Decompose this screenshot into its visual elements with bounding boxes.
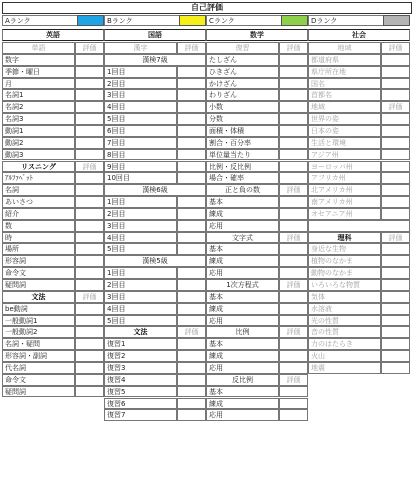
rating-cell[interactable]: 評価	[75, 42, 104, 54]
rating-cell[interactable]	[381, 208, 410, 220]
rating-cell[interactable]: 評価	[279, 326, 308, 338]
math-section-title: 反比例	[206, 374, 279, 386]
rating-cell[interactable]	[279, 255, 308, 267]
math-item: 練成	[206, 398, 279, 410]
science-item: いろいろな物質	[308, 279, 381, 291]
rating-cell[interactable]: 評価	[279, 374, 308, 386]
rating-cell[interactable]	[279, 66, 308, 78]
rating-cell[interactable]	[75, 89, 104, 101]
kokugo-item: 1回目	[104, 196, 177, 208]
rating-cell[interactable]	[177, 220, 206, 232]
math-item: ひきざん	[206, 66, 279, 78]
rating-cell[interactable]	[177, 409, 206, 421]
math-item: 応用	[206, 409, 279, 421]
english-section-title: リスニング	[2, 161, 75, 173]
social-item: ヨーロッパ州	[308, 161, 381, 173]
kokugo-item: 1回目	[104, 66, 177, 78]
english-item: 動詞1	[2, 125, 75, 137]
science-item: 力のはたらき	[308, 338, 381, 350]
rating-cell[interactable]	[75, 243, 104, 255]
kokugo-item: 3回目	[104, 89, 177, 101]
social-item: 都道府県	[308, 54, 381, 66]
rating-cell[interactable]	[75, 78, 104, 90]
rating-cell[interactable]	[75, 220, 104, 232]
rating-cell[interactable]	[177, 208, 206, 220]
math-item: 応用	[206, 315, 279, 327]
rating-cell[interactable]: 評価	[381, 232, 410, 244]
english-item: 名詞1	[2, 89, 75, 101]
english-item: 一般動詞1	[2, 315, 75, 327]
rating-cell[interactable]	[177, 149, 206, 161]
science-item: 植物のなかま	[308, 255, 381, 267]
rating-cell[interactable]	[177, 338, 206, 350]
rating-cell[interactable]	[75, 125, 104, 137]
science-item: 地震	[308, 362, 381, 374]
math-item: たしざん	[206, 54, 279, 66]
kokugo-item: 復習2	[104, 350, 177, 362]
rating-cell[interactable]	[381, 78, 410, 90]
legend-label: Dランク	[311, 17, 338, 25]
math-item: 基本	[206, 386, 279, 398]
subject-header-math: 数学	[206, 29, 308, 41]
rating-cell[interactable]	[381, 149, 410, 161]
rating-cell[interactable]	[279, 291, 308, 303]
english-item: 代名詞	[2, 362, 75, 374]
rating-cell[interactable]	[75, 386, 104, 398]
rating-cell[interactable]	[381, 338, 410, 350]
english-item: 名詞・疑問	[2, 338, 75, 350]
math-item: 基本	[206, 243, 279, 255]
rating-cell[interactable]	[279, 89, 308, 101]
kokugo-item: 10回目	[104, 172, 177, 184]
kokugo-item: 6回目	[104, 125, 177, 137]
rating-cell[interactable]	[279, 315, 308, 327]
rating-cell[interactable]	[177, 386, 206, 398]
math-item: 分数	[206, 113, 279, 125]
rating-cell[interactable]	[75, 113, 104, 125]
rating-cell[interactable]	[279, 113, 308, 125]
rating-cell[interactable]	[279, 303, 308, 315]
social-item: 首都名	[308, 89, 381, 101]
english-item: 季節・曜日	[2, 66, 75, 78]
rating-cell[interactable]	[279, 350, 308, 362]
rating-cell[interactable]	[177, 398, 206, 410]
kokugo-section-title: 漢検5級	[104, 255, 206, 267]
rating-cell[interactable]	[177, 267, 206, 279]
english-item: 数字	[2, 54, 75, 66]
math-item: かけざん	[206, 78, 279, 90]
math-item: 割合・百分率	[206, 137, 279, 149]
kokugo-item: 2回目	[104, 78, 177, 90]
spacer-row	[308, 220, 410, 232]
science-item: 身近な生物	[308, 243, 381, 255]
kokugo-item: 復習6	[104, 398, 177, 410]
rating-cell[interactable]	[381, 291, 410, 303]
english-section-title: 文法	[2, 291, 75, 303]
kokugo-item: 9回目	[104, 161, 177, 173]
rating-cell[interactable]	[75, 208, 104, 220]
math-item: わりざん	[206, 89, 279, 101]
rating-cell[interactable]	[381, 89, 410, 101]
rating-cell[interactable]	[75, 137, 104, 149]
rating-cell[interactable]	[279, 362, 308, 374]
column-header-region: 地域	[308, 42, 381, 54]
rating-cell[interactable]	[75, 326, 104, 338]
social-item: 生活と環境	[308, 137, 381, 149]
rating-cell[interactable]	[177, 66, 206, 78]
english-item: 名詞2	[2, 101, 75, 113]
rating-cell[interactable]	[177, 137, 206, 149]
social-item: 県庁所在地	[308, 66, 381, 78]
kokugo-item: 復習1	[104, 338, 177, 350]
math-section-title: 正と負の数	[206, 184, 279, 196]
rating-cell[interactable]	[75, 279, 104, 291]
rating-cell[interactable]	[381, 243, 410, 255]
rating-cell[interactable]	[177, 362, 206, 374]
rating-cell[interactable]	[75, 374, 104, 386]
rating-cell[interactable]	[177, 113, 206, 125]
social-item: オセアニア州	[308, 208, 381, 220]
science-item: 光の性質	[308, 315, 381, 327]
rating-cell[interactable]	[75, 315, 104, 327]
math-section-title: 比例	[206, 326, 279, 338]
social-item: アフリカ州	[308, 172, 381, 184]
english-item: 動詞3	[2, 149, 75, 161]
kokugo-item: 5回目	[104, 113, 177, 125]
rating-cell[interactable]	[177, 78, 206, 90]
column-header-kanji: 漢字	[104, 42, 177, 54]
kokugo-item: 5回目	[104, 315, 177, 327]
english-item: 数	[2, 220, 75, 232]
math-item: 練成	[206, 303, 279, 315]
english-item: あいさつ	[2, 196, 75, 208]
subject-header-social: 社会	[308, 29, 410, 41]
science-item: 水溶液	[308, 303, 381, 315]
rating-cell[interactable]	[381, 303, 410, 315]
kokugo-item: 復習7	[104, 409, 177, 421]
rating-cell[interactable]	[381, 255, 410, 267]
legend-color-swatch	[383, 15, 410, 26]
science-item: 動物のなかま	[308, 267, 381, 279]
kokugo-item: 2回目	[104, 279, 177, 291]
rating-cell[interactable]	[381, 172, 410, 184]
rating-cell[interactable]	[177, 125, 206, 137]
rating-cell[interactable]	[177, 232, 206, 244]
rating-cell[interactable]	[279, 208, 308, 220]
english-item: 動詞2	[2, 137, 75, 149]
rating-cell[interactable]	[279, 137, 308, 149]
math-section-title: 文字式	[206, 232, 279, 244]
rating-cell[interactable]	[381, 267, 410, 279]
rating-cell[interactable]	[279, 409, 308, 421]
rating-cell[interactable]	[381, 326, 410, 338]
rating-cell[interactable]: 評価	[381, 42, 410, 54]
rating-cell[interactable]	[75, 267, 104, 279]
rating-cell[interactable]: 評価	[279, 232, 308, 244]
rating-cell[interactable]	[279, 125, 308, 137]
column-header-word: 単語	[2, 42, 75, 54]
rating-cell[interactable]	[279, 54, 308, 66]
rating-cell[interactable]	[279, 149, 308, 161]
social-item: 世界の姿	[308, 113, 381, 125]
rating-cell[interactable]	[75, 101, 104, 113]
rating-cell[interactable]	[279, 338, 308, 350]
rating-cell[interactable]	[381, 66, 410, 78]
rating-cell[interactable]	[381, 184, 410, 196]
math-item: 場合・確率	[206, 172, 279, 184]
kokugo-item: 4回目	[104, 303, 177, 315]
english-item: 時	[2, 232, 75, 244]
kokugo-item: 2回目	[104, 208, 177, 220]
rating-cell[interactable]	[279, 243, 308, 255]
math-item: 練成	[206, 208, 279, 220]
rating-cell[interactable]: 評価	[279, 42, 308, 54]
rating-cell[interactable]	[177, 303, 206, 315]
rating-cell[interactable]	[381, 362, 410, 374]
rating-cell[interactable]	[381, 279, 410, 291]
kokugo-item: 4回目	[104, 101, 177, 113]
social-item: アジア州	[308, 149, 381, 161]
subject-header-kokugo: 国語	[104, 29, 206, 41]
english-item: 紹介	[2, 208, 75, 220]
english-item: 命令文	[2, 267, 75, 279]
rating-cell[interactable]	[177, 374, 206, 386]
science-item: 音の性質	[308, 326, 381, 338]
rating-cell[interactable]	[75, 232, 104, 244]
math-item: 単位量当たり	[206, 149, 279, 161]
kokugo-item: 5回目	[104, 243, 177, 255]
social-item: 地域	[308, 101, 381, 113]
rating-cell[interactable]	[381, 113, 410, 125]
legend-color-swatch	[77, 15, 104, 26]
rating-cell[interactable]	[279, 386, 308, 398]
kokugo-item: 7回目	[104, 137, 177, 149]
rating-cell[interactable]	[75, 184, 104, 196]
math-item: 基本	[206, 291, 279, 303]
rating-cell[interactable]: 評価	[75, 161, 104, 173]
rating-cell[interactable]	[279, 161, 308, 173]
rating-cell[interactable]	[381, 161, 410, 173]
math-item: 応用	[206, 220, 279, 232]
science-item: 気体	[308, 291, 381, 303]
sheet-title: 自己評価	[2, 2, 412, 14]
legend-label: Cランク	[209, 17, 235, 25]
english-item: be動詞	[2, 303, 75, 315]
rating-cell[interactable]	[177, 350, 206, 362]
subject-header-science: 理科	[308, 232, 381, 244]
english-item: 場所	[2, 243, 75, 255]
english-item: 形容詞・副詞	[2, 350, 75, 362]
rating-cell[interactable]	[279, 196, 308, 208]
legend-label: Aランク	[5, 17, 31, 25]
math-item: 比例・反比例	[206, 161, 279, 173]
rating-cell[interactable]	[177, 172, 206, 184]
rating-cell[interactable]	[177, 291, 206, 303]
rating-cell[interactable]	[177, 101, 206, 113]
social-item: 北アメリカ州	[308, 184, 381, 196]
subject-header-english: 英語	[2, 29, 104, 41]
math-item: 基本	[206, 196, 279, 208]
rating-cell[interactable]	[75, 54, 104, 66]
english-item: 形容詞	[2, 255, 75, 267]
math-item: 練成	[206, 255, 279, 267]
kokugo-section-title: 漢検7級	[104, 54, 206, 66]
english-item: 名詞3	[2, 113, 75, 125]
rating-cell[interactable]	[177, 161, 206, 173]
kokugo-item: 復習3	[104, 362, 177, 374]
rating-cell[interactable]	[75, 149, 104, 161]
math-item: 応用	[206, 362, 279, 374]
rating-cell[interactable]: 評価	[279, 184, 308, 196]
science-item: 火山	[308, 350, 381, 362]
kokugo-item: 3回目	[104, 220, 177, 232]
math-item: 応用	[206, 267, 279, 279]
kokugo-section-title: 漢検6級	[104, 184, 206, 196]
english-item: ｱﾙﾌｧﾍﾞｯﾄ	[2, 172, 75, 184]
rating-cell[interactable]	[75, 172, 104, 184]
rating-cell[interactable]: 評価	[279, 279, 308, 291]
math-section-title: 1次方程式	[206, 279, 279, 291]
rating-cell[interactable]	[75, 338, 104, 350]
rating-cell[interactable]: 評価	[381, 101, 410, 113]
rating-cell[interactable]	[177, 196, 206, 208]
rating-cell[interactable]	[177, 243, 206, 255]
kokugo-item: 1回目	[104, 267, 177, 279]
rating-cell[interactable]	[75, 362, 104, 374]
legend-label: Bランク	[107, 17, 133, 25]
kokugo-item: 3回目	[104, 291, 177, 303]
kokugo-item: 復習4	[104, 374, 177, 386]
rating-cell[interactable]	[75, 303, 104, 315]
kokugo-item: 4回目	[104, 232, 177, 244]
math-item: 面積・体積	[206, 125, 279, 137]
rating-cell[interactable]	[177, 279, 206, 291]
rating-cell[interactable]: 評価	[177, 42, 206, 54]
social-item: 日本の姿	[308, 125, 381, 137]
rating-cell[interactable]	[279, 398, 308, 410]
kokugo-section-title: 文法	[104, 326, 177, 338]
social-item: 国名	[308, 78, 381, 90]
english-item: 名詞	[2, 184, 75, 196]
social-item: 南アメリカ州	[308, 196, 381, 208]
rating-cell[interactable]	[279, 78, 308, 90]
rating-cell[interactable]	[381, 54, 410, 66]
english-item: 月	[2, 78, 75, 90]
legend-color-swatch	[179, 15, 206, 26]
english-item: 命令文	[2, 374, 75, 386]
rating-cell[interactable]	[381, 125, 410, 137]
rating-cell[interactable]: 評価	[75, 291, 104, 303]
rating-cell[interactable]	[279, 101, 308, 113]
math-item: 基本	[206, 338, 279, 350]
rating-cell[interactable]	[279, 172, 308, 184]
rating-cell[interactable]	[381, 196, 410, 208]
rating-cell[interactable]	[279, 267, 308, 279]
kokugo-item: 復習5	[104, 386, 177, 398]
rating-cell[interactable]: 評価	[177, 326, 206, 338]
english-item: 疑問詞	[2, 279, 75, 291]
rating-cell[interactable]	[75, 196, 104, 208]
math-item: 練成	[206, 350, 279, 362]
rating-cell[interactable]	[381, 350, 410, 362]
rating-cell[interactable]	[381, 137, 410, 149]
rating-cell[interactable]	[75, 255, 104, 267]
kokugo-item: 8回目	[104, 149, 177, 161]
rating-cell[interactable]	[381, 315, 410, 327]
legend-color-swatch	[281, 15, 308, 26]
rating-cell[interactable]	[75, 350, 104, 362]
rating-cell[interactable]	[177, 315, 206, 327]
rating-cell[interactable]	[279, 220, 308, 232]
english-item: 一般動詞2	[2, 326, 75, 338]
column-header-review: 復習	[206, 42, 279, 54]
rating-cell[interactable]	[75, 66, 104, 78]
english-item: 疑問詞	[2, 386, 75, 398]
math-item: 小数	[206, 101, 279, 113]
rating-cell[interactable]	[177, 89, 206, 101]
